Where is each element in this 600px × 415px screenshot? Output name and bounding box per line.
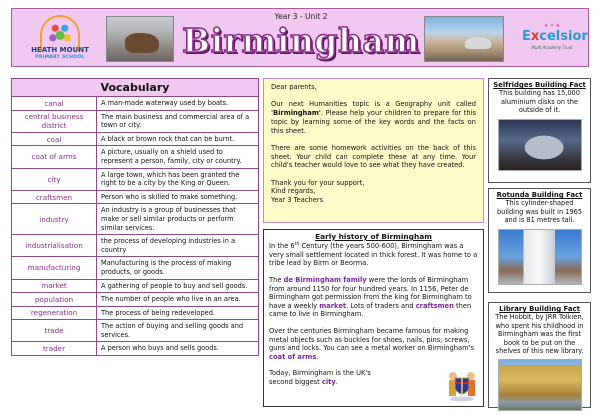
letter-regards: Kind regards, xyxy=(271,187,316,196)
stars-icon: ★ ✶ ★ xyxy=(543,23,561,29)
vocabulary-heading: Vocabulary xyxy=(12,79,258,97)
history-paragraph-4 xyxy=(269,369,389,386)
letter-signoff: Year 3 Teachers xyxy=(271,196,324,205)
vocabulary-definition: A large town, which has been granted the right to be a city by the King or Queen. xyxy=(101,170,240,188)
vocabulary-row xyxy=(12,111,258,133)
fact-text: The Hobbit, by JRR Tolkien, who spent his childhood in Birmingham was the first book to be put on the shelves of this new library. xyxy=(495,313,584,356)
history-heading: Early history of Birmingham xyxy=(315,232,432,241)
vocabulary-term: city xyxy=(12,169,97,190)
vocabulary-term: craftsmen xyxy=(12,191,97,204)
excelsior-logo xyxy=(522,23,588,57)
vocabulary-term: canal xyxy=(12,97,97,110)
letter-paragraph-2: There are some homework activities on the back of this sheet. Your child can complete these at any time. Your child's teacher would love to see what they have created. xyxy=(271,143,476,170)
excelsior-tagline: Multi Academy Trust xyxy=(531,45,573,50)
year-unit-label: Year 3 - Unit 2 xyxy=(274,12,328,21)
library-photo xyxy=(498,359,582,411)
vocabulary-definition: the process of developing industries in a country xyxy=(101,237,236,254)
fact-title: Selfridges Building Fact xyxy=(493,81,586,89)
history-keyword: de Birmingham family xyxy=(283,276,367,285)
vocabulary-term: market xyxy=(12,280,97,293)
history-paragraph-2 xyxy=(269,276,478,319)
excelsior-rest: celsior xyxy=(539,29,588,44)
history-p1-sup: th xyxy=(294,242,300,247)
selfridges-photo xyxy=(498,119,582,171)
history-box xyxy=(263,229,484,407)
vocabulary-term: regeneration xyxy=(12,307,97,320)
history-paragraph-1 xyxy=(269,241,478,268)
vocabulary-term: coal xyxy=(12,133,97,146)
vocabulary-term: trader xyxy=(12,342,97,355)
vocabulary-definition: A picture, usually on a shield used to represent a person, family, city or country. xyxy=(101,148,242,165)
excelsior-wordmark xyxy=(522,29,588,45)
skyline-photo xyxy=(424,16,504,62)
vocabulary-definition: Person who is skilled to make something. xyxy=(101,192,238,201)
vocabulary-rows xyxy=(12,97,258,355)
vocabulary-term: population xyxy=(12,293,97,306)
vocabulary-term: coat of arms xyxy=(12,146,97,167)
history-p3-a: Over the centuries Birmingham became famous for making metal objects such as buckles for shoes, nails, pins, screws, guns and locks. You can see a metal worker on Birmingham's xyxy=(269,326,474,353)
letter-greeting: Dear parents, xyxy=(271,83,317,91)
fact-card-selfridges xyxy=(488,78,591,183)
vocabulary-definition: The action of buying and selling goods and services. xyxy=(101,322,244,339)
vocabulary-row xyxy=(12,280,258,294)
vocabulary-definition: Manufacturing is the process of making products, or goods. xyxy=(101,259,232,276)
excelsior-e: E xyxy=(522,29,531,44)
history-p1-a: In the 6 xyxy=(269,242,295,251)
vocabulary-definition: The process of being redeveloped. xyxy=(101,308,215,317)
school-subtitle: PRIMARY SCHOOL xyxy=(35,55,85,60)
history-p2-a: The xyxy=(269,276,284,285)
vocabulary-term: central business district xyxy=(12,111,97,132)
vocabulary-table xyxy=(11,78,259,356)
vocabulary-row xyxy=(12,342,258,355)
vocabulary-row xyxy=(12,133,258,147)
parent-letter xyxy=(263,78,484,223)
vocabulary-term: industry xyxy=(12,204,97,234)
page-title: Birmingham xyxy=(182,21,420,60)
vocabulary-definition: A black or brown rock that can be burnt. xyxy=(101,134,235,143)
vocabulary-row xyxy=(12,97,258,111)
vocabulary-row xyxy=(12,169,258,191)
vocabulary-row xyxy=(12,257,258,279)
history-keyword: market xyxy=(319,301,347,310)
history-p2-b: were the lords of Birmingham from around 1150 for four hundred years. In 1156, Peter de Birmingham got permission from the king for Birmingham to have a weekly xyxy=(269,276,472,310)
history-p4-a: Today, Birmingham is the UK's second biggest xyxy=(269,369,371,386)
vocabulary-row xyxy=(12,293,258,307)
vocabulary-term: trade xyxy=(12,320,97,341)
vocabulary-row xyxy=(12,191,258,205)
letter-topic-name: 'Birmingham' xyxy=(271,109,321,118)
excelsior-x: x xyxy=(530,29,540,44)
fact-card-library xyxy=(488,302,591,408)
history-p4-b: . xyxy=(335,377,338,386)
history-keyword: craftsmen xyxy=(415,301,454,310)
vocabulary-row xyxy=(12,204,258,235)
fact-card-rotunda xyxy=(488,188,591,293)
letter-paragraph-1 xyxy=(271,100,476,135)
vocabulary-row xyxy=(12,146,258,168)
rotunda-photo xyxy=(498,229,582,285)
history-p1-b: Century (the years 500-600), Birmingham was a very small settlement located in thick forest. It was home to a tribe lead by Birm or Beorma. xyxy=(269,242,478,268)
vocabulary-definition: A man-made waterway used by boats. xyxy=(101,99,229,107)
vocabulary-definition: A person who buys and sells goods. xyxy=(101,344,219,353)
history-keyword: city xyxy=(321,377,336,386)
vocabulary-definition: An industry is a group of businesses that make or sell similar products or perform similar services. xyxy=(101,206,236,232)
history-p2-d: then came to live in Birmingham. xyxy=(269,301,472,319)
vocabulary-row xyxy=(12,235,258,257)
header-banner xyxy=(11,8,589,67)
fact-title: Rotunda Building Fact xyxy=(496,191,583,199)
vocabulary-definition: A gathering of people to buy and sell goods. xyxy=(101,281,248,290)
school-name: HEATH MOUNT xyxy=(31,46,89,54)
vocabulary-definition: The number of people who live in an area. xyxy=(101,295,241,304)
vocabulary-term: manufacturing xyxy=(12,257,97,278)
history-paragraph-3 xyxy=(269,327,478,361)
letter-p1-text-end: . Please help your children to prepare for this topic by learning some of the key words and the facts on this sheet. xyxy=(271,109,476,135)
coat-of-arms-icon xyxy=(444,367,480,403)
vocabulary-row xyxy=(12,307,258,321)
letter-thanks: Thank you for your support, xyxy=(271,178,365,187)
history-p2-c: . Lots of traders and xyxy=(346,301,416,310)
vocabulary-term: industrialisation xyxy=(12,235,97,256)
history-p3-b: . xyxy=(316,352,319,361)
fact-title: Library Building Fact xyxy=(499,305,580,313)
fact-text: This building has 15,000 aluminium disks on the outside of it. xyxy=(499,89,580,115)
letter-p1-text: Our next Humanities topic is a Geography unit called xyxy=(271,100,476,109)
fact-text: This cylinder-shaped building was built in 1965 and is 81 metres tall. xyxy=(496,199,583,225)
vocabulary-row xyxy=(12,320,258,342)
history-keyword: coat of arms xyxy=(269,352,317,361)
vocabulary-definition: The main business and commercial area of a town or city. xyxy=(101,112,250,130)
